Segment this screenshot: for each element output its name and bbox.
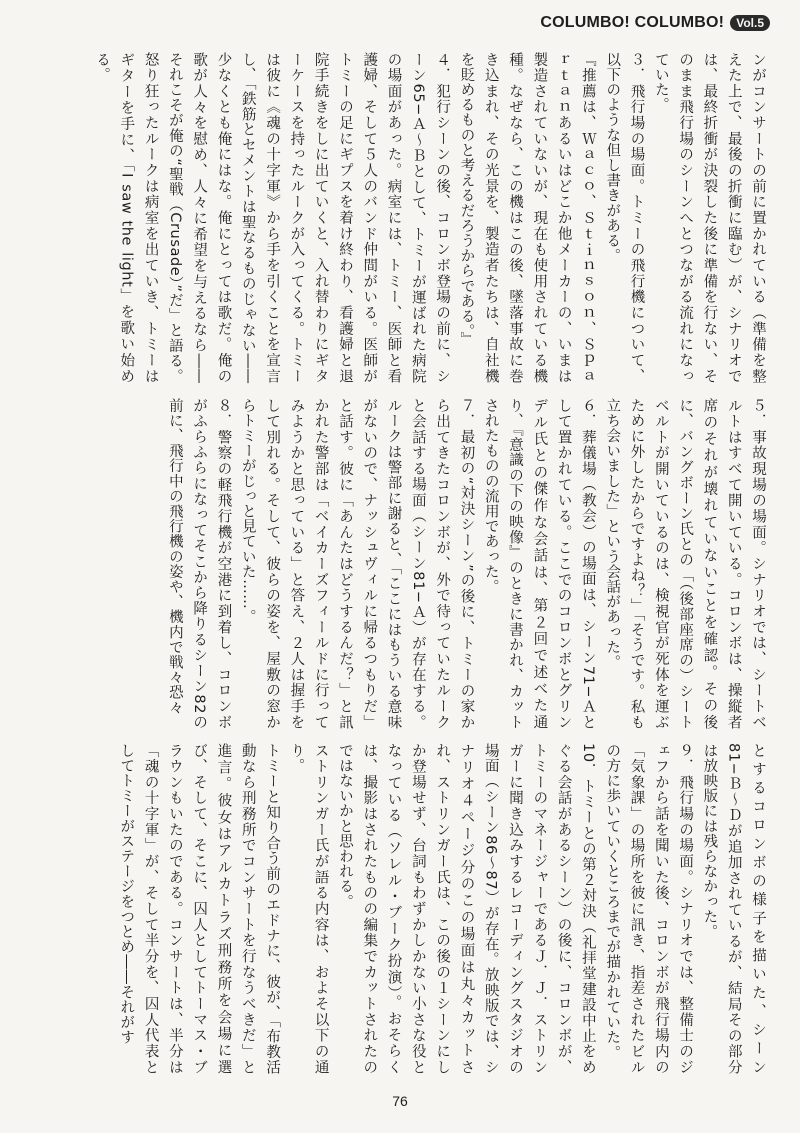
paragraph: 『推薦は、Ｗａｃｏ、Ｓｔｉｎｓｏｎ、Ｓｐａｒｔａｎあるいはどこか他メーカーの、いまは製造されていないが、現在も使用されている機種。なぜなら、この機はこの後、墜落事故に巻き込まれ、その光景を、製造者たちは、自社機を貶めるものと考えるだろうからである。』 bbox=[458, 52, 596, 384]
tier-text bbox=[114, 743, 770, 1075]
paragraph: トミーと知り合う前のエドナに、彼が、「布教活動なら刑務所でコンサートを行なうべきだ」と進言。彼女はアルカトラズ刑務所を会場に選び、そして、そこに、囚人としてトーマス・ブラウンもいたのである。コンサートは、半分は「魂の十字軍」が、そして半分を、囚人代表としてトミーがステージをつとめ――それがす bbox=[118, 743, 281, 1076]
text-tier-middle bbox=[50, 398, 770, 730]
tier-text bbox=[163, 398, 770, 730]
running-header bbox=[540, 14, 770, 32]
paragraph: ンがコンサートの前に置かれている（準備を整えた上で、最後の折衝に臨む）が、シナリオでは、最終折衝が決裂した後に準備を行ない、そのまま飛行場のシーンへとつながる流れになっていた。 bbox=[652, 52, 766, 384]
paragraph: ７．最初の“対決シーン”の後に、トミーの家から出てきたコロンボが、外で待っていたルークと会話する場面（シーン81−Ａ）が存在する。ルークは警部に謝ると、「ここにはもういる意味がないので、ナッシュヴィルに帰るつもりだ」と話す。彼に「あんたはどうするんだ？」と訊かれた警部は「ベイカーズフィールドに行ってみようかと思っている」と答え、２人は握手をして別れる。そして、彼らの姿を、屋敷の窓からトミーがじっと見ていた……。 bbox=[239, 397, 475, 730]
paragraph: ４．犯行シーンの後、コロンボ登場の前に、シーン65−Ａ〜Ｂとして、トミーが運ばれた病院の場面があった。病室には、トミー、医師と看護婦、そして５人のバンド仲間がいる。医師がトミーの足にギプスを着け終わり、看護婦と退院手続きをしに出ていくと、入れ替わりにギターケースを持ったルークが入ってくる。トミーは彼に《魂の十字軍》から手を引くことを宣言し、「鉄筋とセメントは聖なるものじゃない――少なくとも俺にはな。俺にとっては歌だ。俺の歌が人々を慰め、人々に希望を与えるなら――それこそが俺の“聖戦（Crusade）”だ」と語る。怒り狂ったルークは病室を出ていき、トミーはギターを手に、「I saw the light」を歌い始める。 bbox=[93, 52, 451, 384]
text-tier-top bbox=[50, 52, 770, 384]
tier-text bbox=[90, 52, 770, 384]
paragraph: とするコロンボの様子を描いた、シーン81−Ｂ〜Ｄが追加されているが、結局その部分は放映版には残らなかった。 bbox=[701, 743, 766, 1076]
paragraph: 10．トミーとの第２対決（礼拝堂建設中止をめぐる会話があるシーン）の後に、コロンボが、トミーのマネージャーであるＪ．Ｊ．ストリンガーに聞き込みするレコーディングスタジオの場面（シーン86〜87）が存在。放映版では、シナリオ４ページ分のこの場面は丸々カットされ、ストリンガー氏は、この後の１シーンにしか登場せず、台詞もわずかしかない小さな役となっている（ソレル・ブーク扮演）。おそらくは、撮影はされたものの編集でカットされたのではないかと思われる。 bbox=[336, 743, 596, 1076]
paragraph: ６．葬儀場（教会）の場面は、シーン71−Ａとして置かれている。ここでのコロンボとグリンデル氏との傑作な会話は、第２回で述べた通り、『意識の下の映像』のときに書かれ、カットされたものの流用であった。 bbox=[482, 397, 596, 730]
series-title: COLUMBO! COLUMBO! bbox=[540, 14, 725, 31]
page-body bbox=[50, 52, 770, 1075]
text-tier-bottom bbox=[50, 743, 770, 1075]
paragraph: ストリンガー氏が語る内容は、およそ以下の通り。 bbox=[288, 743, 329, 1076]
volume-badge: Vol.5 bbox=[730, 15, 770, 31]
paragraph: ５．事故現場の場面。シナリオでは、シートベルトはすべて開いている。コロンボは、操縦者席のそれが壊れていないことを確認。その後に、バングボーン氏との「（後部座席の）シートベルトが開いているのは、検視官が死体を運ぶために外したからですよね？」「そうです。私も立ち会いました」という会話があった。 bbox=[604, 397, 766, 730]
paragraph: ３．飛行場の場面。トミーの飛行機について、以下のような但し書きがある。 bbox=[604, 52, 645, 384]
page-number: 76 bbox=[392, 1093, 408, 1109]
paragraph: ９．飛行場の場面。シナリオでは、整備士のジェフから話を聞いた後、コロンボが飛行場内の「気象課」の場所を彼に訊き、指差されたビルの方に歩いていくところまでが描かれていた。 bbox=[604, 743, 694, 1076]
paragraph: ８．警察の軽飛行機が空港に到着し、コロンボがふらふらになってそこから降りるシーン82の前に、飛行中の飛行機の姿や、機内で戦々恐々 bbox=[166, 397, 232, 730]
